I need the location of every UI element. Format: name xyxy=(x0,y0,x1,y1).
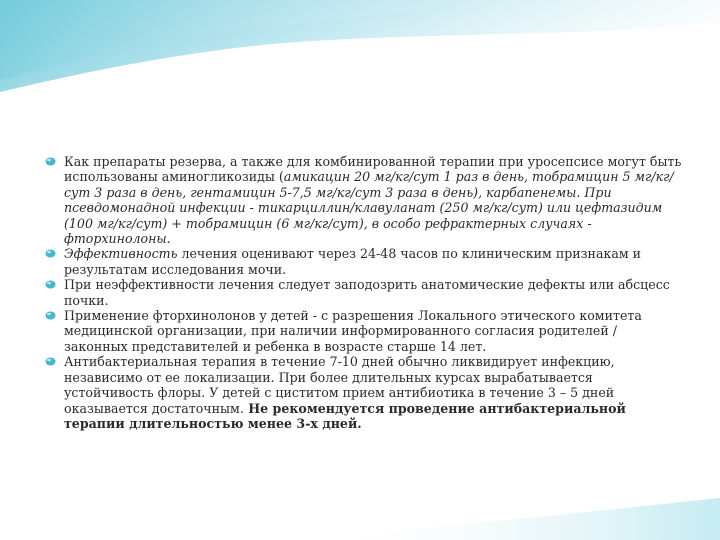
teal-bullet-icon xyxy=(45,249,56,258)
bullet-text-italic: Эффективность xyxy=(64,246,178,262)
bottom-wave xyxy=(300,498,720,540)
teal-bullet-icon xyxy=(45,280,56,289)
teal-bullet-icon xyxy=(45,357,56,366)
teal-bullet-icon xyxy=(45,157,56,166)
bullet-item xyxy=(44,277,684,308)
content-area xyxy=(44,154,684,431)
bullet-text: При неэффективности лечения следует заподозрить анатомические дефекты или абсцесс почки. xyxy=(64,277,670,308)
bullet-item xyxy=(44,354,684,431)
bullet-list xyxy=(44,154,684,431)
bullet-item xyxy=(44,308,684,354)
bullet-text-bold: Не рекомендуется проведение антибактериальной терапии длительностью менее 3-х дней. xyxy=(64,400,626,431)
bullet-text: Как препараты резерва, а также для комбинированной терапии при уросепсисе могут быть использованы аминогликозиды ( xyxy=(64,154,682,185)
bullet-text-italic: амикацин 20 мг/кг/сут 1 раз в день, тобрамицин 5 мг/кг/сут 3 раза в день, гентамицин 5-7,5 мг/кг/сут 3 раза в день), карбапенемы. При псевдомонадной инфекции - тикарциллин/клавуланат (250 мг/кг/сут) или цефтазидим (100 мг/кг/сут) + тобрамицин (6 мг/кг/сут), в особо рефрактерных случаях - фторхинолоны. xyxy=(64,169,674,247)
bullet-text: Антибактериальная терапия в течение 7-10 дней обычно ликвидирует инфекцию, независимо от ее локализации. При более длительных курсах вырабатывается устойчивость флоры. У детей с циститом прием антибиотика в течение 3 – 5 дней оказывается достаточным. xyxy=(64,354,615,416)
teal-bullet-icon xyxy=(45,311,56,320)
bullet-item xyxy=(44,154,684,246)
bullet-item xyxy=(44,246,684,277)
bullet-text: лечения оценивают через 24-48 часов по клиническим признакам и результатам исследования мочи. xyxy=(64,246,642,277)
bullet-text: Применение фторхинолонов у детей - с разрешения Локального этического комитета медицинской организации, при наличии информированного согласия родителей / законных представителей и ребенка в возрасте старше 14 лет. xyxy=(64,308,642,354)
